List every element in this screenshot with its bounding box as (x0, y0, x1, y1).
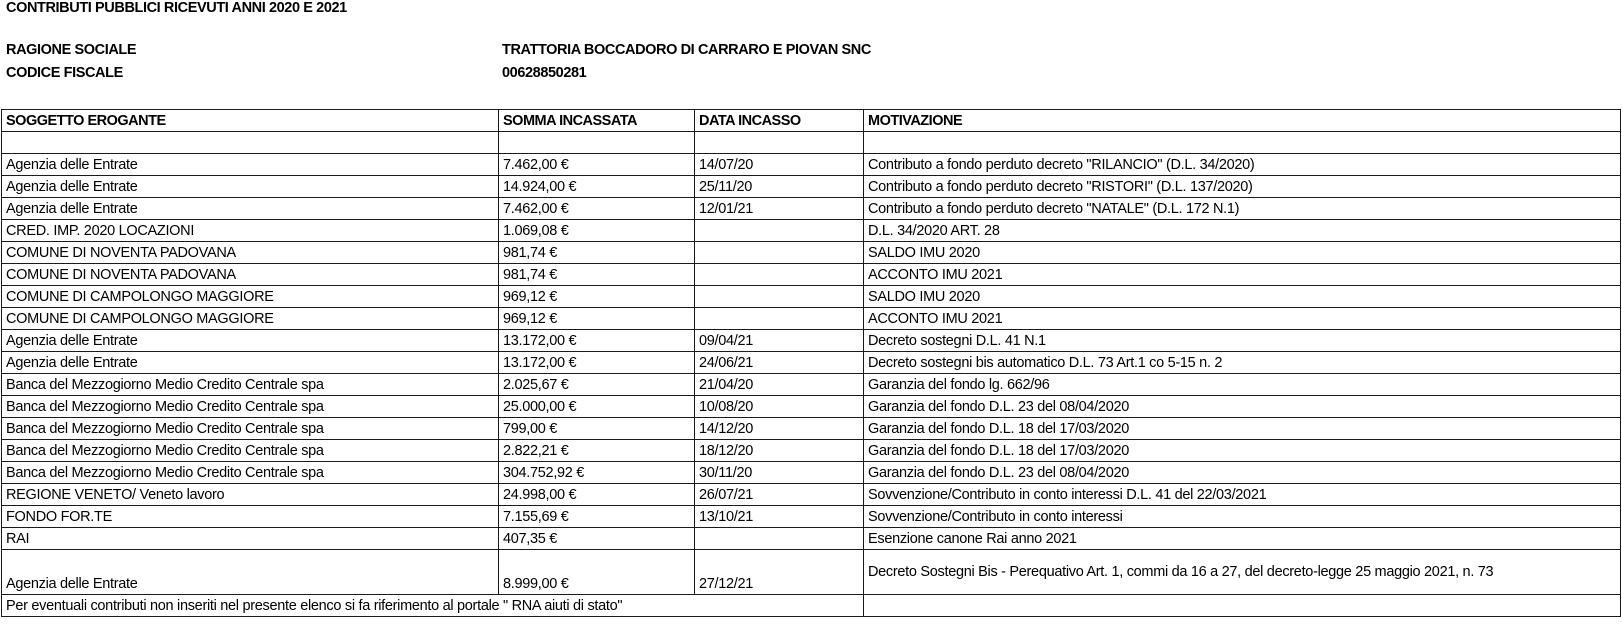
cell-motivazione: Decreto Sostegni Bis - Perequativo Art. 1, commi da 16 a 27, del decreto-legge 25 maggio 2021, n. 73 (864, 550, 1621, 595)
cell-data: 18/12/20 (695, 440, 864, 462)
cell-somma: 304.752,92 € (499, 462, 695, 484)
cell-data: 14/07/20 (695, 154, 864, 176)
cell-somma: 981,74 € (499, 242, 695, 264)
cell-data (695, 264, 864, 286)
cell-motivazione: Contributo a fondo perduto decreto "RISTORI" (D.L. 137/2020) (864, 176, 1621, 198)
table-row (2, 286, 1621, 308)
table-row (2, 198, 1621, 220)
cell-soggetto: Agenzia delle Entrate (2, 176, 499, 198)
cell-somma: 14.924,00 € (499, 176, 695, 198)
cell-somma: 7.462,00 € (499, 154, 695, 176)
cell-somma: 7.462,00 € (499, 198, 695, 220)
cell-motivazione: Sovvenzione/Contributo in conto interessi D.L. 41 del 22/03/2021 (864, 484, 1621, 506)
cell-motivazione: D.L. 34/2020 ART. 28 (864, 220, 1621, 242)
cell-somma: 969,12 € (499, 286, 695, 308)
cell-soggetto: Agenzia delle Entrate (2, 352, 499, 374)
cell-data (695, 308, 864, 330)
table-row (2, 418, 1621, 440)
blank-cell (695, 132, 864, 154)
cell-data (695, 528, 864, 550)
contributi-table (1, 109, 1621, 617)
cell-motivazione: Garanzia del fondo D.L. 18 del 17/03/2020 (864, 418, 1621, 440)
blank-cell (864, 132, 1621, 154)
cell-motivazione: Decreto sostegni D.L. 41 N.1 (864, 330, 1621, 352)
table-row (2, 330, 1621, 352)
cell-soggetto: Banca del Mezzogiorno Medio Credito Centrale spa (2, 440, 499, 462)
cell-somma: 407,35 € (499, 528, 695, 550)
cell-somma: 981,74 € (499, 264, 695, 286)
table-row (2, 462, 1621, 484)
table-row (2, 374, 1621, 396)
cell-soggetto: RAI (2, 528, 499, 550)
cell-soggetto: Banca del Mezzogiorno Medio Credito Centrale spa (2, 418, 499, 440)
cell-soggetto: COMUNE DI NOVENTA PADOVANA (2, 264, 499, 286)
table-row (2, 396, 1621, 418)
cell-soggetto: COMUNE DI NOVENTA PADOVANA (2, 242, 499, 264)
cell-soggetto: CRED. IMP. 2020 LOCAZIONI (2, 220, 499, 242)
cell-soggetto: Agenzia delle Entrate (2, 154, 499, 176)
cell-motivazione: Decreto sostegni bis automatico D.L. 73 Art.1 co 5-15 n. 2 (864, 352, 1621, 374)
table-row (2, 506, 1621, 528)
cell-data: 26/07/21 (695, 484, 864, 506)
cell-somma: 8.999,00 € (499, 550, 695, 595)
cell-data: 12/01/21 (695, 198, 864, 220)
table-row (2, 242, 1621, 264)
footer-row (2, 595, 1621, 617)
cell-somma: 1.069,08 € (499, 220, 695, 242)
footer-note: Per eventuali contributi non inseriti nel presente elenco si fa riferimento al portale " RNA aiuti di stato" (2, 595, 864, 617)
cell-motivazione: ACCONTO IMU 2021 (864, 308, 1621, 330)
cell-motivazione: Contributo a fondo perduto decreto "RILANCIO" (D.L. 34/2020) (864, 154, 1621, 176)
ragione-sociale-label: RAGIONE SOCIALE (6, 42, 137, 58)
table-row (2, 440, 1621, 462)
column-header-somma: SOMMA INCASSATA (499, 110, 695, 132)
cell-somma: 2.025,67 € (499, 374, 695, 396)
cell-data (695, 242, 864, 264)
ragione-sociale-value: TRATTORIA BOCCADORO DI CARRARO E PIOVAN SNC (502, 42, 871, 58)
cell-soggetto: Banca del Mezzogiorno Medio Credito Centrale spa (2, 396, 499, 418)
cell-data: 30/11/20 (695, 462, 864, 484)
cell-somma: 7.155,69 € (499, 506, 695, 528)
cell-soggetto: FONDO FOR.TE (2, 506, 499, 528)
cell-soggetto: COMUNE DI CAMPOLONGO MAGGIORE (2, 286, 499, 308)
cell-data: 24/06/21 (695, 352, 864, 374)
cell-motivazione: Sovvenzione/Contributo in conto interessi (864, 506, 1621, 528)
cell-data: 27/12/21 (695, 550, 864, 595)
blank-row (2, 132, 1621, 154)
cell-soggetto: Agenzia delle Entrate (2, 198, 499, 220)
cell-motivazione: SALDO IMU 2020 (864, 242, 1621, 264)
cell-soggetto: COMUNE DI CAMPOLONGO MAGGIORE (2, 308, 499, 330)
cell-motivazione: ACCONTO IMU 2021 (864, 264, 1621, 286)
cell-data: 13/10/21 (695, 506, 864, 528)
cell-data: 14/12/20 (695, 418, 864, 440)
table-header-row (2, 110, 1621, 132)
cell-motivazione: Garanzia del fondo D.L. 18 del 17/03/2020 (864, 440, 1621, 462)
table-row (2, 154, 1621, 176)
cell-somma: 13.172,00 € (499, 352, 695, 374)
cell-soggetto: Banca del Mezzogiorno Medio Credito Centrale spa (2, 374, 499, 396)
cell-motivazione: Esenzione canone Rai anno 2021 (864, 528, 1621, 550)
table-row (2, 484, 1621, 506)
cell-data: 09/04/21 (695, 330, 864, 352)
cell-data: 21/04/20 (695, 374, 864, 396)
table-row (2, 352, 1621, 374)
cell-motivazione: Garanzia del fondo D.L. 23 del 08/04/2020 (864, 462, 1621, 484)
cell-motivazione: Garanzia del fondo lg. 662/96 (864, 374, 1621, 396)
cell-motivazione: Contributo a fondo perduto decreto "NATALE" (D.L. 172 N.1) (864, 198, 1621, 220)
codice-fiscale-label: CODICE FISCALE (6, 65, 123, 81)
cell-somma: 25.000,00 € (499, 396, 695, 418)
table-row (2, 220, 1621, 242)
cell-motivazione: SALDO IMU 2020 (864, 286, 1621, 308)
blank-cell (2, 132, 499, 154)
cell-somma: 2.822,21 € (499, 440, 695, 462)
cell-somma: 13.172,00 € (499, 330, 695, 352)
footer-empty-cell (864, 595, 1621, 617)
cell-soggetto: Agenzia delle Entrate (2, 330, 499, 352)
table-row (2, 308, 1621, 330)
table-row (2, 528, 1621, 550)
table-row (2, 176, 1621, 198)
cell-data: 25/11/20 (695, 176, 864, 198)
codice-fiscale-value: 00628850281 (502, 65, 587, 81)
column-header-motivazione: MOTIVAZIONE (864, 110, 1621, 132)
table-row (2, 550, 1621, 595)
cell-motivazione: Garanzia del fondo D.L. 23 del 08/04/2020 (864, 396, 1621, 418)
cell-data (695, 286, 864, 308)
column-header-soggetto: SOGGETTO EROGANTE (2, 110, 499, 132)
document-title: CONTRIBUTI PUBBLICI RICEVUTI ANNI 2020 E 2021 (6, 0, 347, 16)
cell-somma: 24.998,00 € (499, 484, 695, 506)
cell-somma: 969,12 € (499, 308, 695, 330)
column-header-data: DATA INCASSO (695, 110, 864, 132)
cell-soggetto: Banca del Mezzogiorno Medio Credito Centrale spa (2, 462, 499, 484)
cell-data: 10/08/20 (695, 396, 864, 418)
cell-data (695, 220, 864, 242)
table-row (2, 264, 1621, 286)
blank-cell (499, 132, 695, 154)
cell-somma: 799,00 € (499, 418, 695, 440)
cell-soggetto: REGIONE VENETO/ Veneto lavoro (2, 484, 499, 506)
cell-soggetto: Agenzia delle Entrate (2, 550, 499, 595)
